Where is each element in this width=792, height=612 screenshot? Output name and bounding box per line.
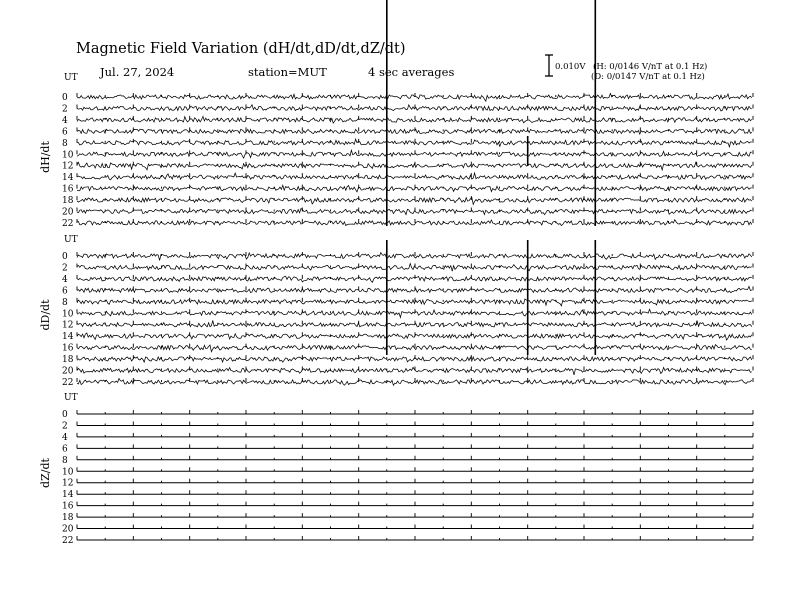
ut-label: UT: [64, 393, 78, 403]
hour-label: 18: [62, 196, 74, 207]
hour-label: 0: [62, 93, 68, 103]
trace-line: [77, 299, 752, 306]
scale-value-label: 0.010V: [555, 62, 586, 72]
hour-label: 12: [62, 161, 74, 172]
averaging-label: 4 sec averages: [368, 65, 455, 79]
hour-label: 22: [62, 377, 74, 388]
hour-label: 16: [62, 343, 74, 354]
hour-label: 4: [62, 274, 68, 285]
hour-label: 0: [62, 410, 68, 420]
hour-label: 22: [62, 535, 74, 546]
hour-label: 4: [62, 432, 68, 443]
trace-line: [77, 116, 752, 123]
scale-bar: [545, 55, 553, 76]
trace-line: [77, 253, 752, 261]
trace-line: [77, 197, 752, 204]
panel-component-label: dD/dt: [39, 299, 52, 331]
hour-label: 10: [62, 467, 74, 478]
trace-line: [77, 264, 752, 272]
hour-label: 2: [62, 421, 68, 432]
hour-label: 18: [62, 513, 74, 524]
trace-line: [77, 105, 752, 111]
hour-label: 12: [62, 320, 74, 331]
hour-label: 20: [62, 207, 74, 218]
ut-label: UT: [64, 73, 78, 83]
trace-line: [77, 185, 752, 192]
hour-label: 20: [62, 524, 74, 535]
trace-line: [77, 333, 752, 340]
trace-line: [77, 345, 752, 352]
trace-line: [77, 276, 752, 282]
hour-label: 8: [62, 138, 68, 149]
hour-label: 4: [62, 115, 68, 126]
hour-label: 14: [62, 332, 74, 343]
scale-d-note: (D: 0/0147 V/nT at 0.1 Hz): [591, 72, 705, 82]
hour-label: 6: [62, 127, 68, 138]
hour-label: 16: [62, 184, 74, 195]
hour-label: 20: [62, 366, 74, 377]
hour-label: 10: [62, 150, 74, 161]
panel-component-label: dH/dt: [39, 141, 52, 173]
panel-2: [39, 235, 753, 388]
trace-line: [77, 220, 752, 226]
trace-line: [77, 129, 752, 134]
hour-label: 2: [62, 263, 68, 274]
trace-line: [77, 162, 752, 170]
hour-label: 16: [62, 501, 74, 512]
hour-label: 0: [62, 252, 68, 262]
trace-line: [77, 379, 752, 386]
trace-line: [77, 321, 752, 327]
hour-label: 2: [62, 104, 68, 115]
hour-label: 12: [62, 478, 74, 489]
hour-label: 8: [62, 297, 68, 308]
trace-line: [77, 150, 752, 158]
hour-label: 6: [62, 286, 68, 297]
trace-line: [77, 367, 752, 375]
hour-label: 14: [62, 490, 74, 501]
trace-line: [77, 357, 752, 362]
hour-label: 6: [62, 444, 68, 455]
scale-h-note: (H: 0/0146 V/nT at 0.1 Hz): [593, 62, 708, 72]
chart-title: Magnetic Field Variation (dH/dt,dD/dt,dZ/dt): [76, 41, 406, 57]
trace-line: [77, 209, 752, 215]
trace-line: [77, 309, 752, 317]
trace-line: [77, 173, 752, 180]
panel-1: [39, 0, 753, 229]
hour-label: 8: [62, 455, 68, 466]
station-label: station=MUT: [248, 65, 327, 79]
trace-line: [77, 286, 752, 293]
hour-label: 18: [62, 355, 74, 366]
hour-label: 14: [62, 173, 74, 184]
panel-3: [39, 393, 753, 546]
hour-label: 10: [62, 309, 74, 320]
ut-label: UT: [64, 235, 78, 245]
panel-component-label: dZ/dt: [39, 458, 52, 488]
trace-line: [77, 139, 752, 147]
trace-line: [77, 93, 752, 101]
hour-label: 22: [62, 218, 74, 229]
date-label: Jul. 27, 2024: [100, 65, 175, 79]
